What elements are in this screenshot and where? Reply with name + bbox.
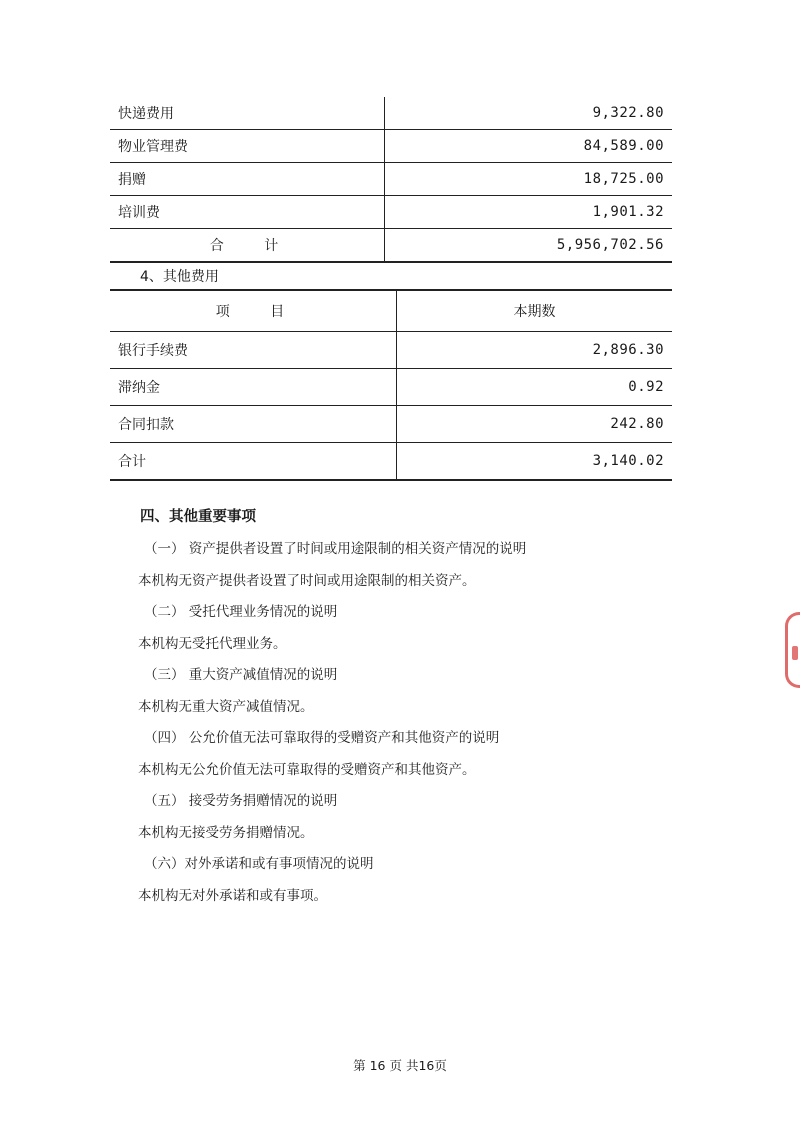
total-row xyxy=(110,443,672,481)
table-row xyxy=(110,406,672,443)
row-value: 1,901.32 xyxy=(385,196,673,229)
row-label: 快递费用 xyxy=(110,97,385,130)
header-amount: 本期数 xyxy=(397,290,673,332)
table-header-row xyxy=(110,290,672,332)
item-body: 本机构无对外承诺和或有事项。 xyxy=(138,887,327,904)
row-value: 84,589.00 xyxy=(385,130,673,163)
table-row xyxy=(110,369,672,406)
row-label: 合计 xyxy=(110,443,397,481)
table-row xyxy=(110,196,672,229)
expense-table-continued xyxy=(110,97,672,263)
item-body: 本机构无公允价值无法可靠取得的受赠资产和其他资产。 xyxy=(138,761,476,778)
section-heading: 四、其他重要事项 xyxy=(140,509,256,525)
item-title: （五） 接受劳务捐赠情况的说明 xyxy=(144,793,338,809)
row-label: 捐赠 xyxy=(110,163,385,196)
table-row xyxy=(110,97,672,130)
seal-stamp-mark xyxy=(792,646,798,660)
item-title: （二） 受托代理业务情况的说明 xyxy=(144,604,338,620)
row-value: 242.80 xyxy=(397,406,673,443)
item-body: 本机构无重大资产减值情况。 xyxy=(138,698,314,715)
item-title: （一） 资产提供者设置了时间或用途限制的相关资产情况的说明 xyxy=(144,541,527,557)
table-row xyxy=(110,332,672,369)
row-label: 银行手续费 xyxy=(110,332,397,369)
total-value: 5,956,702.56 xyxy=(385,229,673,263)
row-label: 合同扣款 xyxy=(110,406,397,443)
row-label: 培训费 xyxy=(110,196,385,229)
row-value: 2,896.30 xyxy=(397,332,673,369)
important-matters-section xyxy=(140,507,700,917)
total-row xyxy=(110,229,672,263)
item-title: （三） 重大资产减值情况的说明 xyxy=(144,667,338,683)
item-title: （四） 公允价值无法可靠取得的受赠资产和其他资产的说明 xyxy=(144,730,500,746)
item-title: （六）对外承诺和或有事项情况的说明 xyxy=(144,856,374,872)
table-row xyxy=(110,130,672,163)
other-expenses-title: 4、其他费用 xyxy=(140,269,219,285)
row-label: 滞纳金 xyxy=(110,369,397,406)
item-body: 本机构无受托代理业务。 xyxy=(138,635,287,652)
row-value: 18,725.00 xyxy=(385,163,673,196)
total-label: 合 计 xyxy=(110,229,385,263)
other-expenses-table xyxy=(110,289,672,481)
row-value: 3,140.02 xyxy=(397,443,673,481)
row-label: 物业管理费 xyxy=(110,130,385,163)
page-number: 第 16 页 共16页 xyxy=(353,1058,447,1073)
row-value: 9,322.80 xyxy=(385,97,673,130)
item-body: 本机构无接受劳务捐赠情况。 xyxy=(138,824,314,841)
header-item: 项 目 xyxy=(110,290,397,332)
row-value: 0.92 xyxy=(397,369,673,406)
table-row xyxy=(110,163,672,196)
item-body: 本机构无资产提供者设置了时间或用途限制的相关资产。 xyxy=(138,572,476,589)
